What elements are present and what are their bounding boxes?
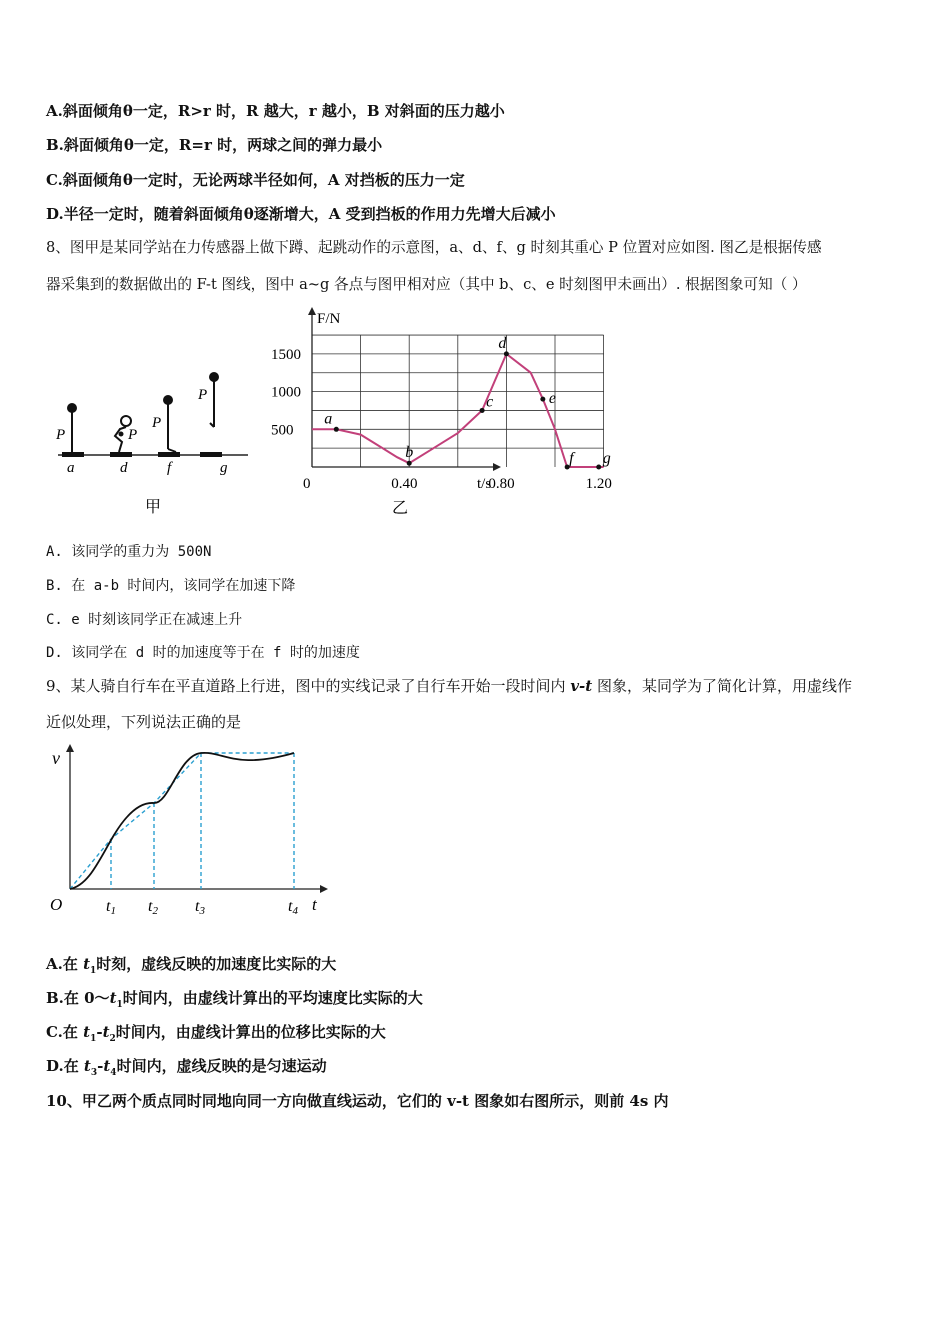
tick-t3: t3 [195,898,205,917]
jia-label-f: f [167,460,172,476]
jia-p-label-a: P [56,427,66,443]
q7-option-b: B.斜面倾角θ一定，R=r 时，两球之间的弹力最小 [46,136,383,154]
v-axis-label: v [52,748,60,768]
x-axis-label: t/s [477,476,492,492]
q9-option-b: B.在 $0\sim t_1$时间内，由虚线计算出的平均速度比实际的大 [46,989,423,1010]
x-tick-label: 0.40 [391,476,418,492]
jia-p-label-g: P [198,387,208,403]
q9-option-a: A.在 $t_1$时刻，虚线反映的加速度比实际的大 [46,955,337,976]
q10-stem: 10、甲乙两个质点同时同地向同一方向做直线运动，它们的 v-t 图象如右图所示，则前 4s 内 [46,1092,669,1110]
t-axis-label: t [312,895,317,914]
q7-option-a: A.斜面倾角θ一定，R>r 时，R 越大，r 越小，B 对斜面的压力越小 [46,102,505,120]
jia-caption: 甲 [145,499,162,516]
dashed-approximation [70,753,294,889]
x-tick-label: 0.80 [488,476,515,492]
q9-option-c: C.在 $t_1-t_2$时间内，由虚线计算出的位移比实际的大 [46,1023,386,1044]
x-tick-label: 1.20 [585,476,612,492]
point-label-a: a [324,410,333,428]
y-tick-label: 500 [271,422,294,439]
point-label-d: d [498,334,507,352]
point-b [407,461,412,466]
q9-vt-figure [44,740,334,920]
jia-label-a: a [67,460,75,476]
origin-label: 0 [303,476,311,492]
q8-option-c: C. e 时刻该同学正在减速上升 [46,612,243,628]
q8-option-b: B. 在 a-b 时间内，该同学在加速下降 [46,578,296,594]
q7-option-c: C.斜面倾角θ一定时，无论两球半径如何，A 对挡板的压力一定 [46,171,465,189]
yi-caption: 乙 [392,500,409,517]
y-tick-label: 1000 [271,384,301,401]
tick-t4: t4 [288,898,298,917]
jia-label-d: d [120,460,128,476]
point-e [540,397,545,402]
q8-figure-yi-chart [265,305,612,520]
q8-stem-line2: 器采集到的数据做出的 F-t 图线，图中 a~g 各点与图甲相对应（其中 b、c、e 时刻图甲未画出）. 根据图象可知（ ） [46,276,807,293]
y-tick-label: 1500 [271,346,301,363]
q7-option-d: D.半径一定时，随着斜面倾角θ逐渐增大，A 受到挡板的作用力先增大后减小 [46,205,556,223]
point-label-b: b [405,444,414,462]
q8-option-a: A. 该同学的重力为 500N [46,544,212,560]
jia-label-g: g [220,460,228,476]
q9-option-d: D.在 $t_3-t_4$时间内，虚线反映的是匀速运动 [46,1057,327,1078]
tick-t1: t1 [106,898,116,917]
jia-p-label-f: P [152,415,162,431]
point-c [480,408,485,413]
point-label-g: g [602,450,611,467]
q8-stem-line1: 8、图甲是某同学站在力传感器上做下蹲、起跳动作的示意图，a、d、f、g 时刻其重心 P 位置对应如图. 图乙是根据传感 [46,239,822,256]
jia-p-label-d: P [128,427,138,443]
q9-stem-line2: 近似处理，下列说法正确的是 [46,713,242,731]
q9-stem-line1: 9、某人骑自行车在平直道路上行进，图中的实线记录了自行车开始一段时间内 v-t 图象，某同学为了简化计算，用虚线作 [46,677,852,695]
point-g [596,465,601,470]
point-label-e: e [548,390,556,408]
q8-figure-jia [52,365,252,525]
q8-option-d: D. 该同学在 d 时的加速度等于在 f 时的加速度 [46,645,360,661]
point-label-f: f [569,450,574,467]
origin-o: O [50,895,63,914]
tick-t2: t2 [148,898,158,917]
y-axis-label: F/N [317,311,341,327]
point-label-c: c [486,393,494,411]
point-d [504,351,509,356]
point-a [334,427,339,432]
